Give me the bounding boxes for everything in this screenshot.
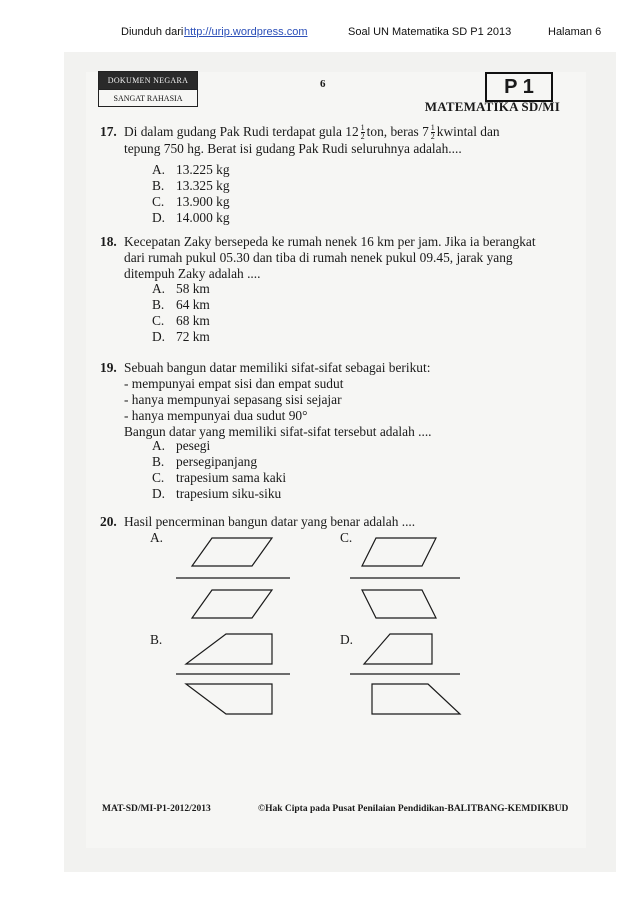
packet-code: P 1 [485,72,553,102]
parallelogram-original [192,538,272,566]
question-number: 20. [100,514,117,529]
trapezoid-reflection [186,684,272,714]
q19-line2: - mempunyai empat sisi dan empat sudut [124,376,344,391]
fraction-numerator: 1 [430,123,435,133]
option-text: 68 km [176,313,210,328]
fraction-denominator: 2 [360,132,365,142]
trapezoid-original [186,634,272,664]
page-label: Halaman 6 [548,26,602,38]
q19-line3: - hanya mempunyai sepasang sisi sejajar [124,392,342,407]
q18-line2: dari rumah pukul 05.30 dan tiba di rumah nenek pukul 09.45, jarak yang [124,250,513,265]
footer-copyright: ©Hak Cipta pada Pusat Penilaian Pendidikan-BALITBANG-KEMDIKBUD [258,804,569,814]
option-text: 58 km [176,281,210,296]
q18-line1: Kecepatan Zaky bersepeda ke rumah nenek 16 km per jam. Jika ia berangkat [124,234,536,249]
trapezoid-reflection [372,684,460,714]
question-number: 19. [100,360,117,375]
question-number: 17. [100,124,117,139]
figure-option-a[interactable] [176,538,290,618]
option-text: pesegi [176,438,211,453]
option-letter: C. [152,313,165,328]
source-link[interactable]: http://urip.wordpress.com [184,26,308,38]
q19-line1: Sebuah bangun datar memiliki sifat-sifat sebagai berikut: [124,360,431,375]
page-number: 6 [320,78,326,90]
fraction-denominator: 2 [430,132,435,142]
badge-top: DOKUMEN NEGARA [99,72,197,89]
source-prefix: Diunduh dari [121,26,184,38]
figure-option-b[interactable] [176,634,290,714]
option-letter: C. [152,470,165,485]
option-text: persegipanjang [176,454,258,469]
parallelogram-original [362,538,436,566]
fraction-numerator: 1 [360,123,365,133]
q20-option-c-label[interactable]: C. [340,530,353,545]
option-letter: D. [152,329,166,344]
option-text: trapesium siku-siku [176,486,282,501]
option-text: 72 km [176,329,210,344]
footer-code: MAT-SD/MI-P1-2012/2013 [102,804,211,814]
parallelogram-reflection [192,590,272,618]
option-letter: D. [152,210,166,225]
badge-bottom: SANGAT RAHASIA [99,89,197,106]
q19-line4: - hanya mempunyai dua sudut 90° [124,408,308,423]
option-text: 13.325 kg [176,178,230,193]
q20-option-a-label[interactable]: A. [150,530,164,545]
doc-title: Soal UN Matematika SD P1 2013 [348,26,512,38]
q20-line1: Hasil pencerminan bangun datar yang benar adalah .... [124,514,416,529]
option-text: 64 km [176,297,210,312]
option-letter: B. [152,454,165,469]
q17-text-a: Di dalam gudang Pak Rudi terdapat gula 12 [124,124,359,139]
q20-option-b-label[interactable]: B. [150,632,163,647]
q19-line5: Bangun datar yang memiliki sifat-sifat tersebut adalah .... [124,424,432,439]
option-letter: C. [152,194,165,209]
option-letter: D. [152,486,166,501]
option-letter: A. [152,281,166,296]
question-number: 18. [100,234,117,249]
option-text: 13.900 kg [176,194,230,209]
q17-text-c: kwintal dan [436,124,500,139]
parallelogram-reflection [362,590,436,618]
option-letter: A. [152,438,166,453]
q17-text-line2: tepung 750 hg. Berat isi gudang Pak Rudi seluruhnya adalah.... [124,141,462,157]
option-letter: B. [152,178,165,193]
option-letter: B. [152,297,165,312]
option-text: 14.000 kg [176,210,230,225]
trapezoid-original [364,634,432,664]
q18-line3: ditempuh Zaky adalah .... [124,266,261,281]
option-text: 13.225 kg [176,162,230,177]
option-letter: A. [152,162,166,177]
subject-title: MATEMATIKA SD/MI [424,99,560,114]
q20-option-d-label[interactable]: D. [340,632,354,647]
q17-text-b: ton, beras 7 [366,124,429,139]
option-text: trapesium sama kaki [176,470,287,485]
figure-option-c[interactable] [350,538,460,618]
figure-option-d[interactable] [350,634,460,714]
